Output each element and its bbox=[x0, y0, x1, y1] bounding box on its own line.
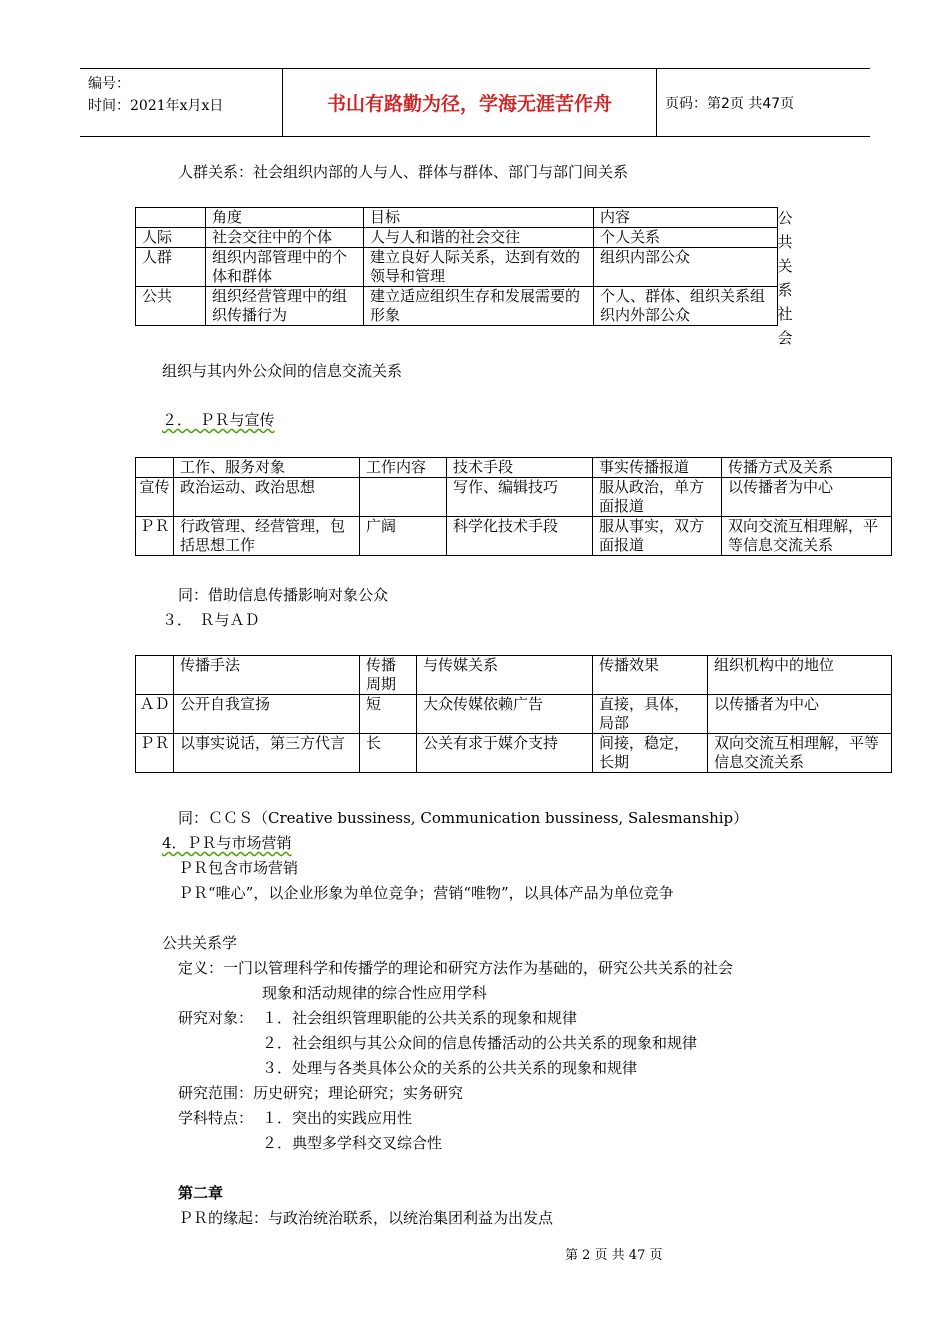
pr-vs-propaganda-table bbox=[135, 457, 892, 556]
table-cell: 政治运动、政治思想 bbox=[174, 478, 360, 517]
scope-line: 研究范围：历史研究；理论研究；实务研究 bbox=[178, 1084, 464, 1102]
header-motto: 书山有路勤为径，学海无涯苦作舟 bbox=[326, 93, 612, 115]
table-cell: ＰＲ bbox=[136, 517, 174, 556]
time-label: 时间：2021年x月x日 bbox=[88, 98, 224, 114]
definition-line: 定义：一门以管理科学和传播学的理论和研究方法作为基础的，研究公共关系的社会 bbox=[178, 959, 734, 977]
table-cell: 双向交流互相理解，平等信息交流关系 bbox=[708, 734, 892, 773]
objects-label: 研究对象： bbox=[178, 1009, 254, 1027]
table-cell: 组织内部管理中的个体和群体 bbox=[206, 248, 364, 287]
table-cell: 公开自我宣扬 bbox=[174, 695, 360, 734]
header-divider bbox=[656, 69, 657, 136]
table-cell: 目标 bbox=[364, 208, 594, 228]
table-cell bbox=[360, 478, 447, 517]
table-cell: 宣传 bbox=[136, 478, 174, 517]
definition-line: 现象和活动规律的综合性应用学科 bbox=[262, 984, 488, 1002]
features-label: 学科特点： bbox=[178, 1109, 254, 1127]
chapter-line: ＰＲ的缘起：与政治统治联系，以统治集团利益为出发点 bbox=[178, 1209, 554, 1227]
table-cell: 大众传媒依赖广告 bbox=[417, 695, 593, 734]
section-4-line: ＰＲ“唯心”，以企业形象为单位竞争；营销“唯物”，以具体产品为单位竞争 bbox=[178, 884, 674, 902]
table-cell: 服从事实，双方面报道 bbox=[593, 517, 722, 556]
table-cell: 内容 bbox=[594, 208, 778, 228]
relations-table bbox=[135, 207, 778, 326]
table-cell: 科学化技术手段 bbox=[447, 517, 593, 556]
table-cell: 以传播者为中心 bbox=[722, 478, 892, 517]
table-cell: ＰＲ bbox=[136, 734, 174, 773]
table-header-row bbox=[136, 208, 778, 228]
page-footer: 第 2 页 共 47 页 bbox=[565, 1248, 663, 1263]
table-cell: 服从政治，单方面报道 bbox=[593, 478, 722, 517]
object-item: ２．社会组织与其公众间的信息传播活动的公共关系的现象和规律 bbox=[262, 1034, 698, 1052]
table-cell: 传播手法 bbox=[174, 656, 360, 695]
table-row bbox=[136, 228, 778, 248]
after-table1-line: 组织与其内外公众间的信息交流关系 bbox=[162, 362, 403, 380]
table-row bbox=[136, 248, 778, 287]
table-cell bbox=[136, 208, 206, 228]
table-header-row bbox=[136, 656, 892, 695]
section-title-text: 4．ＰＲ与市场营销 bbox=[162, 834, 292, 852]
table-cell: 广阔 bbox=[360, 517, 447, 556]
table-row bbox=[136, 478, 892, 517]
pr-vs-ad-table bbox=[135, 655, 892, 773]
table-cell: 工作内容 bbox=[360, 458, 447, 478]
section-4-line: ＰＲ包含市场营销 bbox=[178, 859, 299, 877]
side-char: 会 bbox=[777, 329, 793, 347]
table-row bbox=[136, 695, 892, 734]
table-cell: 组织内部公众 bbox=[594, 248, 778, 287]
number-label: 编号： bbox=[88, 76, 130, 92]
table-row bbox=[136, 734, 892, 773]
page-header bbox=[80, 68, 870, 137]
table-row bbox=[136, 517, 892, 556]
section-3-title: ３． Ｒ与ＡＤ bbox=[162, 611, 260, 629]
object-item: ３．处理与各类具体公众的关系的公共关系的现象和规律 bbox=[262, 1059, 638, 1077]
side-char: 公 bbox=[777, 209, 793, 227]
table-header-row bbox=[136, 458, 892, 478]
table-cell: 工作、服务对象 bbox=[174, 458, 360, 478]
header-meta bbox=[88, 73, 223, 117]
table-cell: 公关有求于媒介支持 bbox=[417, 734, 593, 773]
after-table2-line: 同：借助信息传播影响对象公众 bbox=[178, 586, 389, 604]
table-cell: 建立适应组织生存和发展需要的形象 bbox=[364, 287, 594, 326]
table-cell: 传播效果 bbox=[593, 656, 708, 695]
table-cell: 直接，具体，局部 bbox=[593, 695, 708, 734]
table-cell: 以传播者为中心 bbox=[708, 695, 892, 734]
table-cell bbox=[136, 458, 174, 478]
table-cell: 传播方式及关系 bbox=[722, 458, 892, 478]
section-2-title bbox=[162, 410, 275, 430]
side-vertical-text bbox=[776, 206, 794, 350]
feature-item: １．突出的实践应用性 bbox=[262, 1109, 413, 1127]
table-cell: 双向交流互相理解，平等信息交流关系 bbox=[722, 517, 892, 556]
chapter-title: 第二章 bbox=[178, 1184, 224, 1202]
side-char: 社 bbox=[777, 305, 793, 323]
table-cell: 传播周期 bbox=[360, 656, 417, 695]
table-cell: 个人关系 bbox=[594, 228, 778, 248]
table-cell: 人与人和谐的社会交往 bbox=[364, 228, 594, 248]
table-cell: 人际 bbox=[136, 228, 206, 248]
intro-line: 人群关系：社会组织内部的人与人、群体与群体、部门与部门间关系 bbox=[178, 163, 629, 181]
table-cell: 行政管理、经营管理，包括思想工作 bbox=[174, 517, 360, 556]
table-cell: 建立良好人际关系，达到有效的领导和管理 bbox=[364, 248, 594, 287]
object-item: １．社会组织管理职能的公共关系的现象和规律 bbox=[262, 1009, 578, 1027]
table-cell: 组织经营管理中的组织传播行为 bbox=[206, 287, 364, 326]
table-cell: 角度 bbox=[206, 208, 364, 228]
section-4-title bbox=[162, 833, 292, 853]
feature-item: ２．典型多学科交叉综合性 bbox=[262, 1134, 443, 1152]
table-cell: 写作、编辑技巧 bbox=[447, 478, 593, 517]
table-cell: 间接，稳定，长期 bbox=[593, 734, 708, 773]
table-cell: 个人、群体、组织关系组织内外部公众 bbox=[594, 287, 778, 326]
table-cell: 技术手段 bbox=[447, 458, 593, 478]
table-cell: 与传媒关系 bbox=[417, 656, 593, 695]
table-cell: 社会交往中的个体 bbox=[206, 228, 364, 248]
section-title-text: ２． ＰＲ与宣传 bbox=[162, 411, 275, 429]
side-char: 系 bbox=[777, 281, 793, 299]
after-table3-line: 同：ＣＣＳ（Creative bussiness, Communication bussiness, Salesmanship） bbox=[178, 809, 749, 827]
table-cell: 事实传播报道 bbox=[593, 458, 722, 478]
table-cell: 公共 bbox=[136, 287, 206, 326]
table-cell bbox=[136, 656, 174, 695]
discipline-title: 公共关系学 bbox=[162, 934, 238, 952]
table-cell: 组织机构中的地位 bbox=[708, 656, 892, 695]
side-char: 共 bbox=[777, 233, 793, 251]
table-cell: ＡＤ bbox=[136, 695, 174, 734]
table-cell: 人群 bbox=[136, 248, 206, 287]
table-cell: 短 bbox=[360, 695, 417, 734]
table-cell: 长 bbox=[360, 734, 417, 773]
side-char: 关 bbox=[777, 257, 793, 275]
table-cell: 以事实说话，第三方代言 bbox=[174, 734, 360, 773]
table-row bbox=[136, 287, 778, 326]
header-page-info: 页码：第2页 共47页 bbox=[665, 95, 795, 112]
